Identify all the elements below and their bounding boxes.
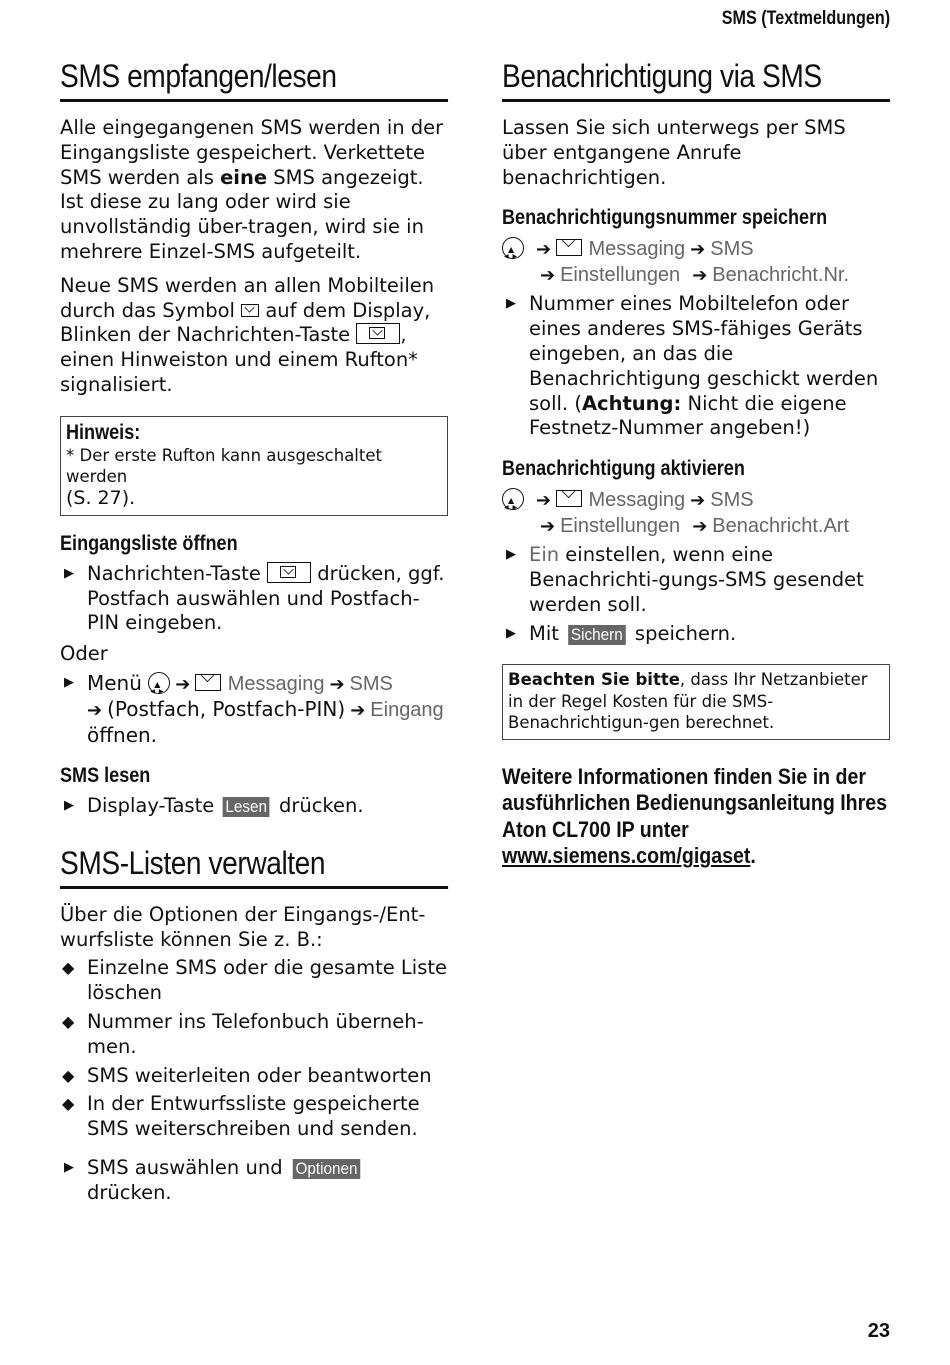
text: drücken.: [272, 793, 364, 817]
text: SMS auswählen und: [87, 1155, 289, 1179]
oder-text: Oder: [60, 642, 108, 666]
gigaset-link[interactable]: www.siemens.com/gigaset: [502, 843, 751, 869]
arrow-right-icon: ➔: [536, 239, 552, 261]
nav-key-icon: [148, 672, 170, 694]
menu-path: [502, 487, 890, 513]
message-key-icon: [356, 323, 400, 344]
arrow-right-icon: ➔: [329, 673, 345, 695]
list-item: [60, 1092, 448, 1142]
paragraph-intro: Lassen Sie sich unterwegs per SMS über entgangene Anrufe benachrichtigen.: [502, 116, 846, 189]
diamond-bullet-icon: ◆: [62, 1065, 75, 1085]
menu-benachricht-nr: Benachricht.Nr.: [712, 264, 850, 287]
text: (Postfach, Postfach-PIN): [107, 696, 346, 721]
step-item-menu: [60, 671, 448, 748]
text: Nachrichten-Taste: [87, 561, 268, 585]
text: Nummer eines Mobiltelefon oder eines anderes SMS-fähiges Geräts eingeben, an das die Benachrichtigung geschickt werden soll. (: [529, 292, 879, 415]
section-title-sms-empfangen: SMS empfangen/lesen: [60, 58, 448, 102]
list-item: [60, 1010, 448, 1060]
menu-path-cont: [502, 513, 890, 539]
subheading-aktivieren: Benachrichtigung aktivieren: [502, 457, 745, 481]
text: Display-Taste: [87, 793, 221, 817]
left-column: [60, 58, 448, 1206]
step-item: [60, 1156, 448, 1206]
nav-key-icon: [502, 237, 524, 259]
note-text-page-ref: (S. 27).: [66, 486, 136, 509]
step-triangle-icon: ▶: [64, 674, 74, 690]
arrow-right-icon: ➔: [536, 490, 552, 512]
text: drücken.: [87, 1180, 172, 1204]
step-item: [502, 543, 890, 617]
menu-einstellungen: Einstellungen: [560, 264, 681, 287]
envelope-icon: [195, 674, 221, 691]
menu-path-cont: [502, 262, 890, 288]
menu-sms: SMS: [710, 238, 754, 261]
arrow-right-icon: ➔: [540, 516, 556, 538]
cost-note-box: [502, 664, 890, 740]
menu-path: [502, 236, 890, 262]
text: Mit: [529, 621, 566, 645]
note-text: * Der erste Rufton kann ausgeschaltet werden: [66, 445, 382, 486]
text: .: [750, 843, 756, 869]
section-title-benachrichtigung: Benachrichtigung via SMS: [502, 58, 890, 102]
softkey-optionen: Optionen: [293, 1159, 361, 1179]
softkey-lesen: Lesen: [223, 797, 270, 817]
text: SMS angezeigt. Ist diese zu lang oder wird sie unvollständig über-tragen, wird sie in mehrere Einzel-SMS aufgeteilt.: [60, 165, 424, 263]
menu-messaging: Messaging: [588, 489, 686, 512]
message-key-icon: [267, 562, 311, 583]
text: Nicht die eigene Festnetz-Nummer angeben!): [529, 391, 847, 440]
note-title: Hinweis:: [66, 420, 141, 444]
note-box: [60, 416, 448, 516]
right-column: [502, 58, 890, 870]
bold-text: Beachten Sie bitte: [508, 670, 680, 690]
paragraph-eingangsliste: [60, 116, 448, 265]
diamond-bullet-icon: ◆: [62, 1011, 75, 1031]
step-triangle-icon: ▶: [64, 565, 74, 581]
running-header: SMS (Textmeldungen): [721, 8, 890, 29]
envelope-icon: [556, 239, 582, 256]
arrow-right-icon: ➔: [540, 265, 556, 287]
menu-eingang: Eingang: [370, 698, 444, 721]
subheading-eingangsliste-oeffnen: Eingangsliste öffnen: [60, 531, 238, 555]
diamond-bullet-icon: ◆: [62, 1094, 75, 1114]
arrow-right-icon: ➔: [690, 239, 706, 261]
arrow-right-icon: ➔: [692, 265, 708, 287]
step-triangle-icon: ▶: [506, 625, 516, 641]
further-info: [502, 764, 890, 870]
diamond-bullet-icon: ◆: [62, 958, 75, 978]
step-item: [502, 622, 890, 647]
nav-key-icon: [502, 488, 524, 510]
envelope-icon: [280, 566, 296, 578]
step-triangle-icon: ▶: [64, 1159, 74, 1175]
text: , einen Hinweiston und einem Rufton* signalisiert.: [60, 323, 418, 396]
envelope-icon: [369, 327, 385, 339]
text: Nummer ins Telefonbuch überneh-men.: [87, 1009, 424, 1058]
menu-messaging: Messaging: [227, 672, 325, 695]
arrow-right-icon: ➔: [350, 699, 366, 721]
bold-text: Achtung:: [581, 391, 682, 415]
paragraph-optionen: Über die Optionen der Eingangs-/Ent-wurfsliste können Sie z. B.:: [60, 902, 426, 951]
page-number: 23: [867, 1320, 890, 1342]
text: Alle eingegangenen SMS werden in der Eingangsliste gespeichert. Verkettete SMS werden als: [60, 116, 444, 189]
menu-messaging: Messaging: [588, 238, 686, 261]
text: öffnen.: [87, 722, 158, 747]
option-ein: Ein: [529, 543, 560, 567]
arrow-right-icon: ➔: [175, 673, 191, 695]
text: einstellen, wenn eine Benachrichti-gungs-SMS gesendet werden soll.: [529, 543, 864, 616]
step-item: [502, 292, 890, 441]
section-title-sms-listen: SMS-Listen verwalten: [60, 845, 448, 889]
text: drücken, ggf. Postfach auswählen und Postfach-PIN eingeben.: [87, 561, 445, 635]
arrow-right-icon: ➔: [690, 490, 706, 512]
envelope-icon: [556, 490, 582, 507]
menu-sms: SMS: [710, 489, 754, 512]
arrow-right-icon: ➔: [87, 699, 103, 721]
softkey-sichern: Sichern: [568, 625, 625, 645]
step-triangle-icon: ▶: [64, 797, 74, 813]
text: Menü: [87, 670, 149, 695]
arrow-right-icon: ➔: [692, 516, 708, 538]
text: Weitere Informationen finden Sie in der ausführlichen Bedienungsanleitung Ihres Aton CL700 IP unter: [502, 763, 888, 842]
step-triangle-icon: ▶: [506, 296, 516, 312]
text: Neue SMS werden an allen Mobilteilen durch das Symbol: [60, 273, 435, 322]
menu-sms: SMS: [349, 672, 393, 695]
menu-benachricht-art: Benachricht.Art: [712, 515, 850, 538]
step-triangle-icon: ▶: [506, 547, 516, 563]
text: In der Entwurfssliste gespeicherte SMS weiterschreiben und senden.: [87, 1092, 420, 1141]
envelope-icon: [241, 304, 259, 317]
bold-text: eine: [220, 165, 268, 189]
step-item: [60, 562, 448, 636]
subheading-nummer-speichern: Benachrichtigungsnummer speichern: [502, 206, 828, 230]
paragraph-neue-sms: [60, 274, 448, 398]
list-item: [60, 1064, 448, 1089]
text: Einzelne SMS oder die gesamte Liste löschen: [87, 956, 447, 1005]
text: SMS weiterleiten oder beantworten: [87, 1063, 432, 1087]
subheading-sms-lesen: SMS lesen: [60, 763, 151, 787]
menu-einstellungen: Einstellungen: [560, 515, 681, 538]
step-item: [60, 794, 448, 819]
text: speichern.: [628, 621, 737, 645]
text: auf dem Display, Blinken der Nachrichten-Taste: [60, 298, 431, 347]
text: , dass Ihr Netzanbieter in der Regel Kosten für die SMS-Benachrichtigun-gen berechnet.: [508, 670, 868, 733]
list-item: [60, 956, 448, 1006]
